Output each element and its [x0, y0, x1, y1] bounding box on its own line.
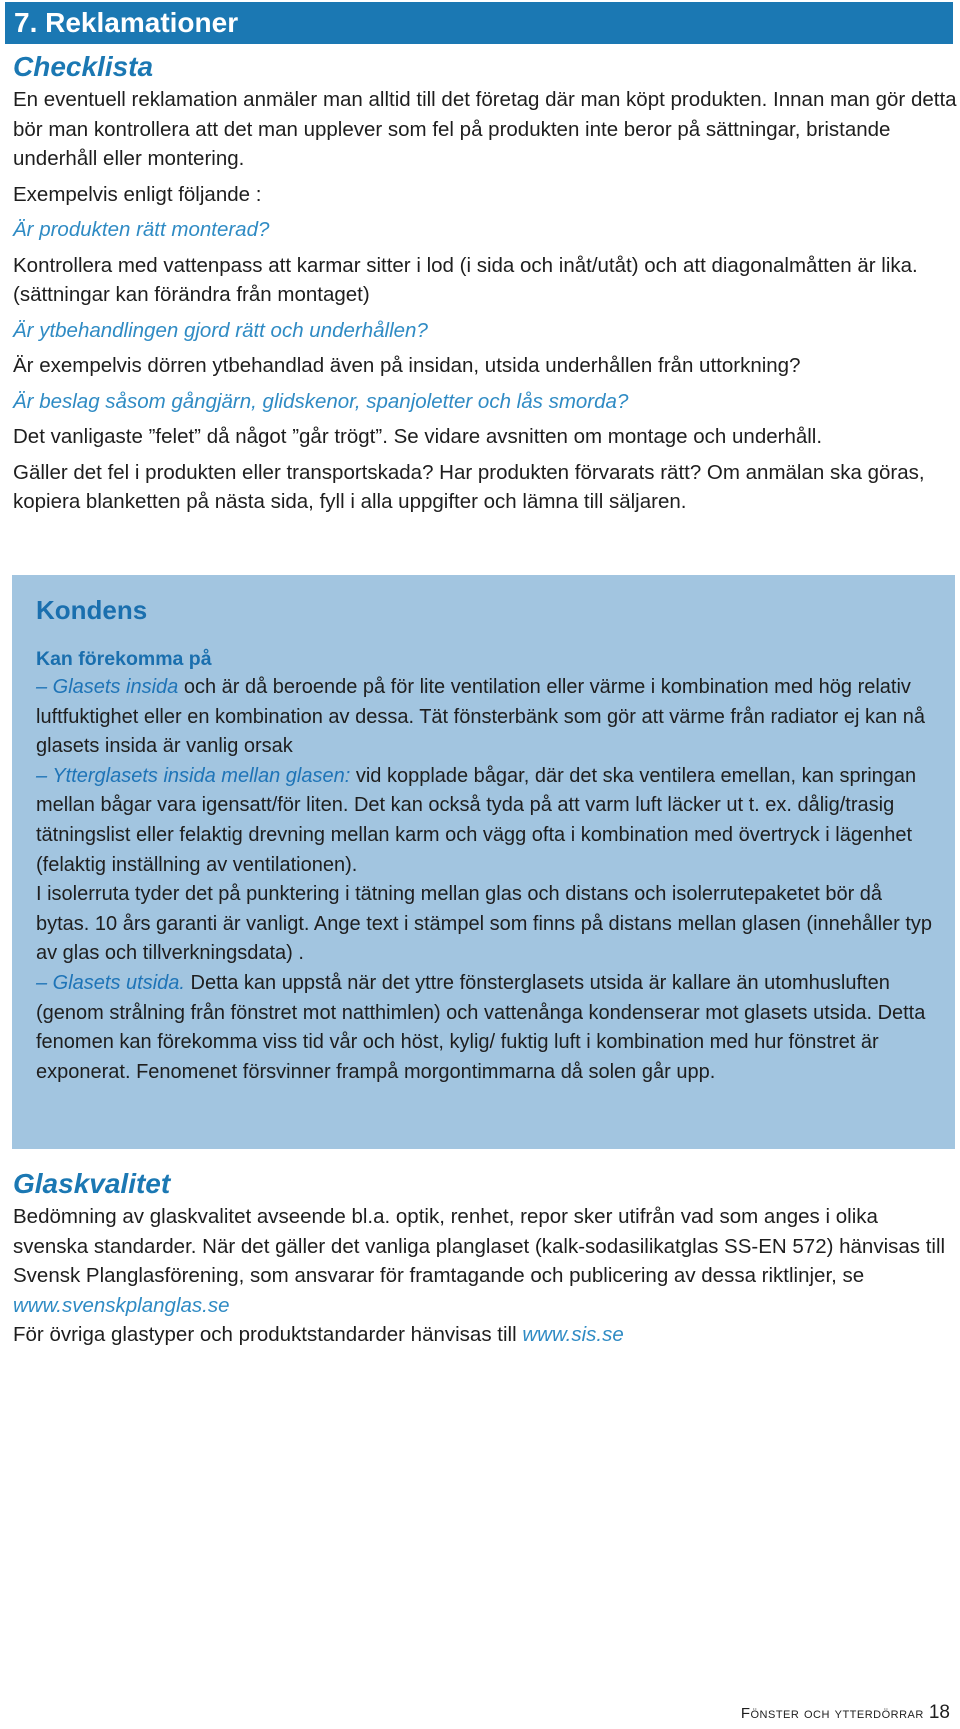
glaskvalitet-heading: Glaskvalitet [13, 1168, 171, 1199]
checklista-heading: Checklista [13, 51, 154, 82]
link-sis[interactable]: www.sis.se [522, 1323, 624, 1346]
question-mounted: Är produkten rätt monterad? [13, 218, 270, 241]
kondens-item-between-text: vid kopplade bågar, där det ska ventilera emellan, kan springan mellan bågar vara igensatt/för liten. Det kan också tyda på att varm luft läcker ut t. ex. dålig/trasig tätningslist eller felaktig drevning mellan karm och vägg ofta i kombination med övertryck i lägenhet (felaktig inställning av ventilationen). [36, 764, 917, 876]
page-footer [741, 1700, 950, 1726]
answer-hardware-lubricated: Det vanligaste ”felet” då något ”går trögt”. Se vidare avsnitten om montage och underhåll. [13, 425, 823, 448]
glaskvalitet-section [13, 1166, 958, 1350]
question-hardware-lubricated: Är beslag såsom gångjärn, glidskenor, spanjoletter och lås smorda? [13, 389, 629, 413]
kondens-item-outside-lead: – Glasets utsida. [36, 971, 185, 994]
answer-surface-treatment: Är exempelvis dörren ytbehandlad även på insidan, utsida underhållen från uttorkning? [13, 354, 801, 377]
kondens-heading: Kondens [36, 595, 148, 625]
link-svenskplanglas[interactable]: www.svenskplanglas.se [13, 1293, 230, 1317]
kondens-item-inside-text: och är då beroende på för lite ventilation eller värme i kombination med hög relativ luftfuktighet eller en kombination av dessa. Tät fönsterbänk som gör att värme från radiator ej kan nå glasets insida är vanlig orsak [36, 676, 925, 758]
glaskvalitet-other [13, 1320, 958, 1350]
kondens-item-between [36, 762, 936, 880]
kondens-item-insulated: I isolerruta tyder det på punktering i tätning mellan glas och distans och isolerrutepaketet bör då bytas. 10 års garanti är vanligt. Ange text i stämpel som finns på distans mellan glasen (innehåller typ av glas och tillverkningsdata) . [36, 883, 933, 965]
chapter-title: 7. Reklamationer [14, 7, 239, 38]
glaskvalitet-text [13, 1202, 958, 1320]
chapter-header-bar [5, 2, 953, 44]
question-surface-treatment: Är ytbehandlingen gjord rätt och underhållen? [13, 318, 428, 342]
page-number: 18 [928, 1702, 950, 1723]
kondens-item-inside [36, 673, 936, 762]
answer-mounted: Kontrollera med vattenpass att karmar sitter i lod (i sida och inåt/utåt) och att diagonalmåtten är lika.(sättningar kan förändra från montaget) [13, 253, 918, 306]
kondens-item-between-lead: – Ytterglasets insida mellan glasen: [36, 764, 351, 787]
footer-label: Fönster och ytterdörrar [740, 1705, 924, 1722]
kondens-item-inside-lead: – Glasets insida [36, 676, 179, 698]
checklista-section [13, 49, 958, 517]
kondens-box [12, 575, 955, 1149]
checklista-example: Exempelvis enligt följande : [13, 182, 262, 206]
kondens-subheading: Kan förekomma på [36, 648, 212, 670]
glaskvalitet-body: Bedömning av glaskvalitet avseende bl.a. optik, renhet, repor sker utifrån vad som anges i olika svenska standarder. När det gäller det vanliga planglaset (kalk-sodasilikatglas SS-EN 572) hänvisas till Svensk Planglasförening, som ansvarar för framtagande och publicering av dessa riktlinjer, se [13, 1205, 946, 1287]
checklista-intro: En eventuell reklamation anmäler man alltid till det företag där man köpt produkten. Innan man gör detta bör man kontrollera att det man upplever som fel på produkten inte beror på sättningar, bristande underhåll eller montering. [13, 88, 957, 170]
glaskvalitet-other-text: För övriga glastyper och produktstandarder hänvisas till [13, 1323, 523, 1346]
kondens-item-outside-text: Detta kan uppstå när det yttre fönsterglasets utsida är kallare än utomhusluften (genom strålning från fönstret mot natthimlen) och vattenånga kondenserar mot glasets utsida. Detta fenomen kan förekomma viss tid vår och höst, kylig/ fuktig luft i kombination med hur fönstret är exponerat. Fenomenet försvinner frampå morgontimmarna då solen går upp. [36, 971, 926, 1083]
kondens-item-outside [36, 969, 936, 1087]
checklista-closing: Gäller det fel i produkten eller transportskada? Har produkten förvarats rätt? Om anmälan ska göras, kopiera blanketten på nästa sida, fyll i alla uppgifter och lämna till säljaren. [13, 460, 925, 513]
